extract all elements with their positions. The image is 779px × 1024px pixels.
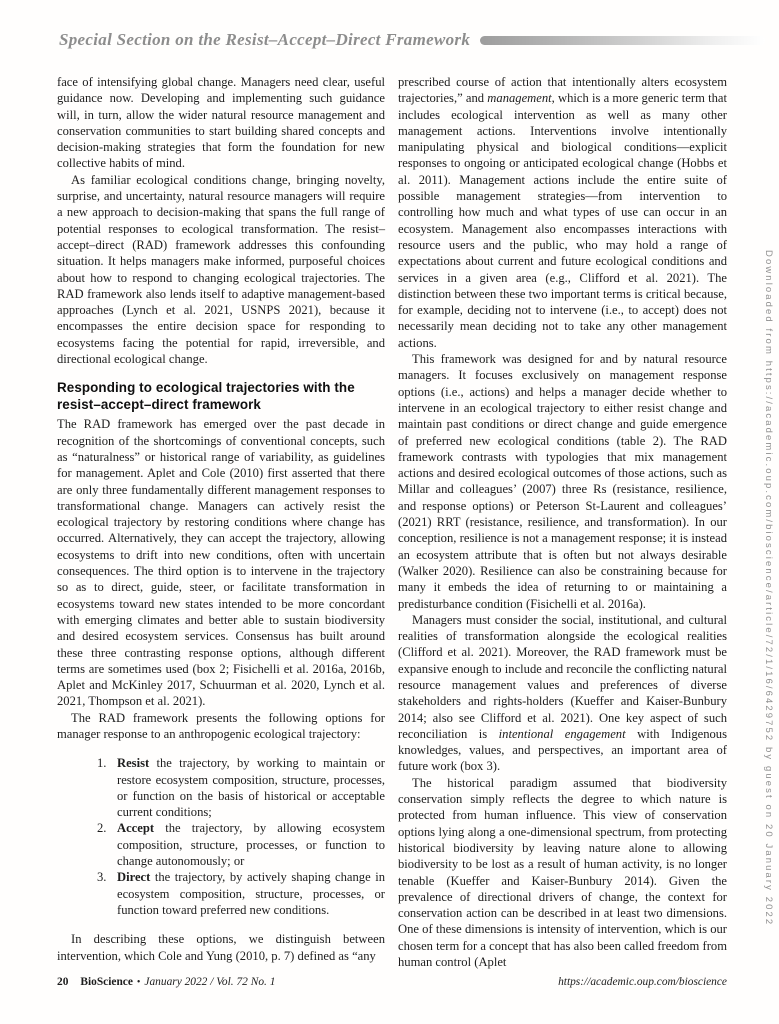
right-column bbox=[398, 74, 727, 970]
list-item-text bbox=[117, 755, 385, 820]
section-heading: Responding to ecological trajectories with the resist–accept–direct framework bbox=[57, 380, 355, 413]
rad-options-list bbox=[57, 755, 385, 918]
paragraph-continuation: face of intensifying global change. Managers need clear, useful guidance now. Developing and implementing such guidance will, in turn, allow the wider natural resource management and conservation communities to start building shared concepts and decision-making strategies that form the foundation for new collective habits of mind. bbox=[57, 75, 385, 171]
download-watermark: Downloaded from https://academic.oup.com/bioscience/article/72/1/16/6429752 by guest on 20 January 2022 bbox=[763, 250, 774, 927]
list-item-text bbox=[117, 869, 385, 918]
header-gradient-bar bbox=[480, 36, 765, 45]
list-number: 3. bbox=[97, 870, 107, 885]
footer-url-wrap bbox=[558, 976, 727, 988]
paragraph: The RAD framework presents the following options for manager response to an anthropogenic ecological trajectory: bbox=[57, 710, 385, 741]
paragraph: In describing these options, we distinguish between intervention, which Cole and Yung (2010, p. 7) defined as “any bbox=[57, 932, 385, 963]
list-lead-word: Resist bbox=[117, 756, 150, 771]
paragraph-text: Managers must consider the social, institutional, and cultural realities of transformation alongside the ecological realities (Clifford et al. 2021). Moreover, the RAD framework must be expansive enough to include and reconcile the conflicting natural resource management values and preferences of diverse stakeholders and rights-holders (Kueffer and Kaiser-Bunbury 2014; also see Clifford et al. 2021). One key aspect of such reconciliation is bbox=[398, 612, 727, 741]
list-item-accept bbox=[97, 820, 385, 869]
issue-info: January 2022 / Vol. 72 No. 1 bbox=[144, 976, 276, 988]
footer-citation bbox=[57, 976, 275, 988]
left-column bbox=[57, 74, 385, 970]
paragraph: As familiar ecological conditions change, bringing novelty, surprise, and uncertainty, natural resource managers will require a new approach to decision-making that spans the full range of potential responses to ecological transformation. The resist–accept–direct (RAD) framework addresses this confounding situation. It helps managers make informed, purposeful choices about how to respond to changing ecological trajectories. The RAD framework also lends itself to adaptive management-based approaches (Lynch et al. 2021, USNPS 2021), because it encompasses the entire decision space for responding to ecosystems facing the potential for rapid, irreversible, and directional ecological change. bbox=[57, 172, 385, 367]
paragraph: The RAD framework has emerged over the past decade in recognition of the shortcomings of conventional concepts, such as “naturalness” or historical range of variability, as guidelines for management. Aplet and Cole (2010) first asserted that there are only three fundamentally different management responses to transformational change. Managers can actively resist the ecological trajectory by restoring conditions where change has occurred. Alternatively, they can accept the trajectory, allowing ecosystems to drift into new conditions, often with uncertain consequences. The third option is to intervene in the trajectory so as to direct, guide, steer, or facilitate transformation in ecosystems toward new states intended to be more concordant with emerging climates and better able to sustain biodiversity and desired ecosystem services. Consensus has built around these three contrasting response options, although different terms are sometimes used (box 2; Fisichelli et al. 2016a, 2016b, Aplet and McKinley 2017, Schuurman et al. 2020, Lynch et al. 2021, Thompson et al. 2021). bbox=[57, 417, 385, 709]
paragraph-text: with Indigenous knowledges, values, and perspectives, an important area of future work (box 3). bbox=[398, 726, 727, 774]
paragraph-continuation bbox=[398, 74, 727, 351]
section-title: Special Section on the Resist–Accept–Direct Framework bbox=[59, 30, 471, 49]
page-header bbox=[59, 30, 765, 50]
list-item-resist bbox=[97, 755, 385, 820]
page-number: 20 bbox=[57, 976, 69, 988]
list-rest-text: the trajectory, by actively shaping change in ecosystem composition, structure, processes, or function toward preferred new conditions. bbox=[117, 870, 385, 917]
page-footer bbox=[57, 976, 727, 988]
article-body bbox=[57, 74, 727, 970]
paragraph: The historical paradigm assumed that biodiversity conservation simply reflects the degree to which nature is protected from human influence. This view of conservation options lying along a one-dimensional spectrum, from protecting historical biodiversity by leaving nature alone to allowing biodiversity to be lost as a result of human activity, is no longer tenable (Kueffer and Kaiser-Bunbury 2014). Given the prevalence of directional drivers of change, the context for conservation action can be described in at least two dimensions. One of these dimensions is intensity of intervention, which is our chosen term for a concept that has also been called freedom from human control (Aplet bbox=[398, 775, 727, 970]
list-rest-text: the trajectory, by working to maintain or restore ecosystem composition, structure, processes, or function on the basis of historical or acceptable current conditions; bbox=[117, 756, 385, 820]
list-lead-word: Accept bbox=[117, 821, 155, 836]
list-rest-text: the trajectory, by allowing ecosystem composition, structure, processes, or function to change autonomously; or bbox=[117, 821, 385, 869]
paragraph: This framework was designed for and by natural resource managers. It focuses exclusively on management response options (i.e., actions) and helps a manager decide whether to intervene in an ecological trajectory to either resist change and maintain past conditions or direct change and guide emergence of preferred new ecological conditions (table 2). The RAD framework contrasts with typologies that mix management actions and desired ecological outcomes of those actions, such as Millar and colleagues’ (2007) three Rs (resistance, resilience, and response options) or Peterson St-Laurent and colleagues’ (2021) RRT (resistance, resilience, and transformation). In our conception, resilience is not a management response; it is instead an ecosystem attribute that is often but not always desirable (Walker 2020). Resilience can also be constraining because for many it embeds the idea of returning to or maintaining a predisturbance condition (Fisichelli et al. 2016a). bbox=[398, 352, 727, 611]
paragraph-text: , which is a more generic term that includes ecological intervention as well as many other management actions. Interventions involve intentionally manipulating physical and biological conditions—explicit responses to ongoing or anticipated ecological change (Hobbs et al. 2011). Management actions include the entire suite of possible management strategies—from intervention to controlling how much and what types of use can occur in an ecosystem. Management also encompasses interactions with resource users and the public, who may hold a range of expectations about current and future ecological conditions and services in a given area (e.g., Clifford et al. 2021). The distinction between these two important terms is critical because, for example, deciding not to intervene (i.e., to accept) does not necessarily mean deciding not to take any other management actions. bbox=[398, 91, 727, 350]
paragraph-text: prescribed course of action that intentionally alters ecosystem trajectories,” and bbox=[398, 75, 727, 106]
list-number: 2. bbox=[97, 821, 107, 836]
journal-name: BioScience bbox=[80, 976, 133, 988]
list-number: 1. bbox=[97, 756, 107, 771]
list-item-text bbox=[117, 820, 385, 869]
bullet-separator: • bbox=[136, 977, 141, 988]
paragraph bbox=[398, 612, 727, 775]
list-item-direct bbox=[97, 869, 385, 918]
journal-url: https://academic.oup.com/bioscience bbox=[558, 976, 727, 988]
italic-term: intentional engagement bbox=[498, 726, 626, 741]
list-lead-word: Direct bbox=[117, 870, 151, 885]
italic-term: management bbox=[487, 91, 552, 106]
